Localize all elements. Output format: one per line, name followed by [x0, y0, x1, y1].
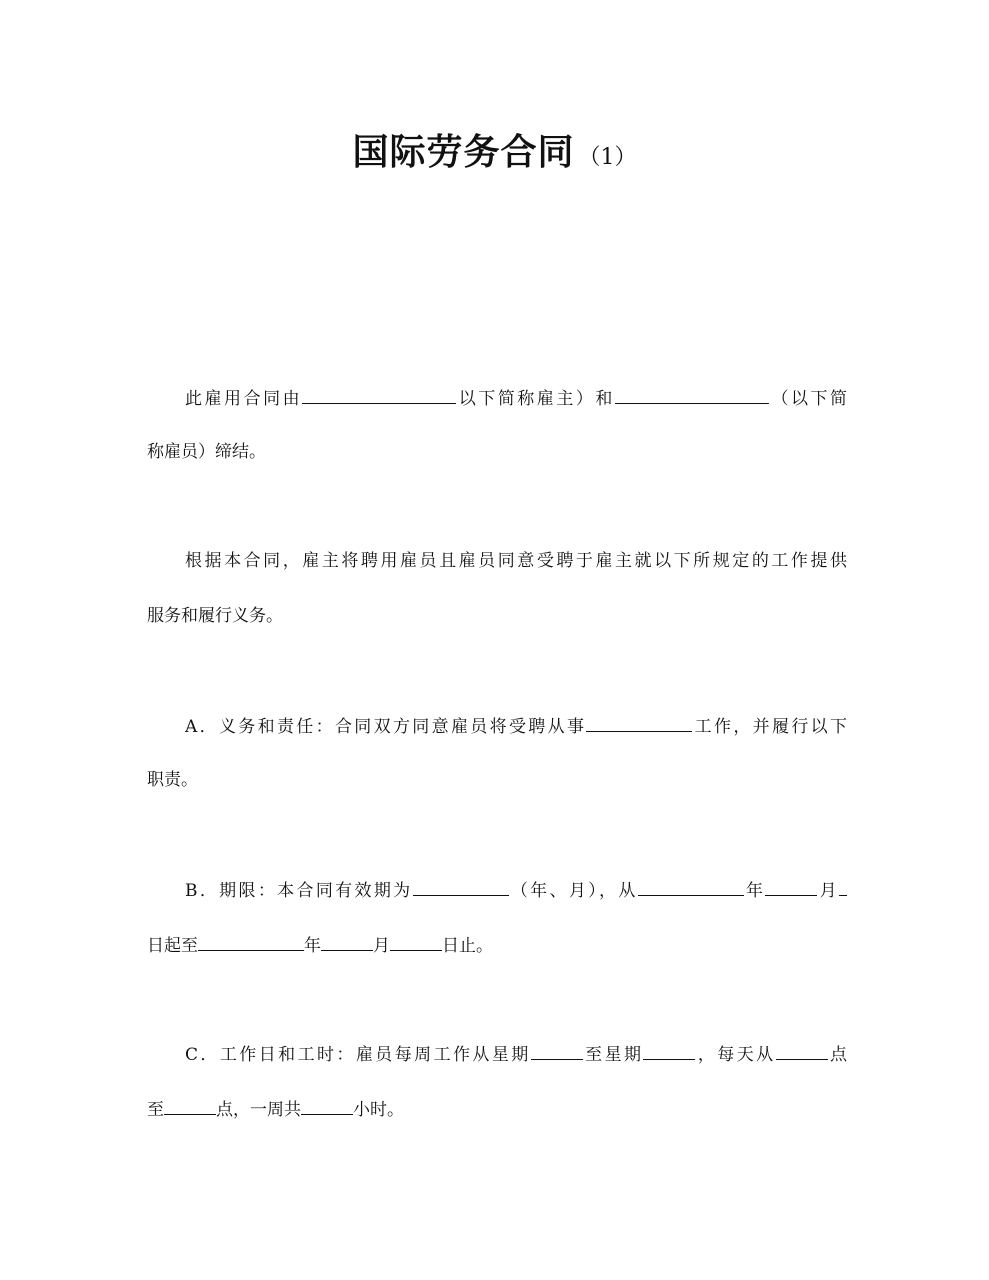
text-segment: C．工作日和工时：雇员每周工作从星期 — [185, 1045, 531, 1065]
title-number: （1） — [578, 145, 637, 170]
text-segment: 年 — [743, 881, 766, 901]
end-month-blank — [321, 932, 373, 951]
text-segment: 工作，并履行以下 — [692, 717, 847, 737]
end-day-blank — [390, 932, 442, 951]
text-segment: A．义务和责任：合同双方同意雇员将受聘从事 — [185, 717, 587, 737]
text-segment: 日起至 — [147, 936, 198, 956]
paragraph-parties-line-1 — [185, 385, 847, 411]
text-segment: 以下简称雇主）和 — [456, 389, 615, 409]
text-segment: 至 — [147, 1100, 164, 1120]
start-day-blank — [839, 877, 847, 896]
paragraph-agreement-line-1 — [185, 549, 847, 573]
paragraph-agreement-line-2 — [147, 604, 847, 628]
start-year-blank — [638, 877, 744, 896]
hour-end-blank — [164, 1096, 216, 1115]
text-segment: 月 — [373, 936, 390, 956]
text-segment: （以下简 — [768, 389, 847, 409]
weekday-end-blank — [643, 1041, 695, 1060]
text-segment: 此雇用合同由 — [185, 389, 303, 409]
text-segment: 点，一周共 — [216, 1100, 301, 1120]
weekly-hours-blank — [301, 1096, 353, 1115]
text-segment: 服务和履行义务。 — [147, 606, 283, 626]
text-segment: 月 — [817, 881, 840, 901]
text-segment: 年 — [304, 936, 321, 956]
text-segment: 称雇员）缔结。 — [147, 442, 266, 462]
document-title — [0, 124, 989, 175]
employee-blank — [615, 385, 769, 404]
text-segment: 日止。 — [442, 936, 493, 956]
clause-a-line-2 — [147, 768, 847, 792]
text-segment: ，每天从 — [695, 1045, 776, 1065]
clause-c-line-1 — [185, 1041, 847, 1067]
text-segment: 点 — [827, 1045, 847, 1065]
hour-start-blank — [776, 1041, 828, 1060]
text-segment: （年、月），从 — [508, 881, 638, 901]
text-segment: 至星期 — [582, 1045, 644, 1065]
start-month-blank — [765, 877, 817, 896]
employer-blank — [302, 385, 456, 404]
clause-b-line-1 — [185, 877, 847, 903]
clause-a-line-1 — [185, 713, 847, 739]
text-segment: 职责。 — [147, 770, 198, 790]
clause-c-line-2 — [147, 1096, 847, 1122]
term-blank — [413, 877, 509, 896]
text-segment: 小时。 — [353, 1100, 404, 1120]
text-segment: 根据本合同，雇主将聘用雇员且雇员同意受聘于雇主就以下所规定的工作提供 — [185, 551, 847, 571]
weekday-start-blank — [531, 1041, 583, 1060]
title-main: 国际劳务合同 — [352, 132, 575, 173]
paragraph-parties-line-2 — [147, 440, 847, 464]
end-year-blank — [198, 932, 304, 951]
clause-b-line-2 — [147, 932, 847, 958]
text-segment: B．期限：本合同有效期为 — [185, 881, 413, 901]
job-blank — [586, 713, 692, 732]
